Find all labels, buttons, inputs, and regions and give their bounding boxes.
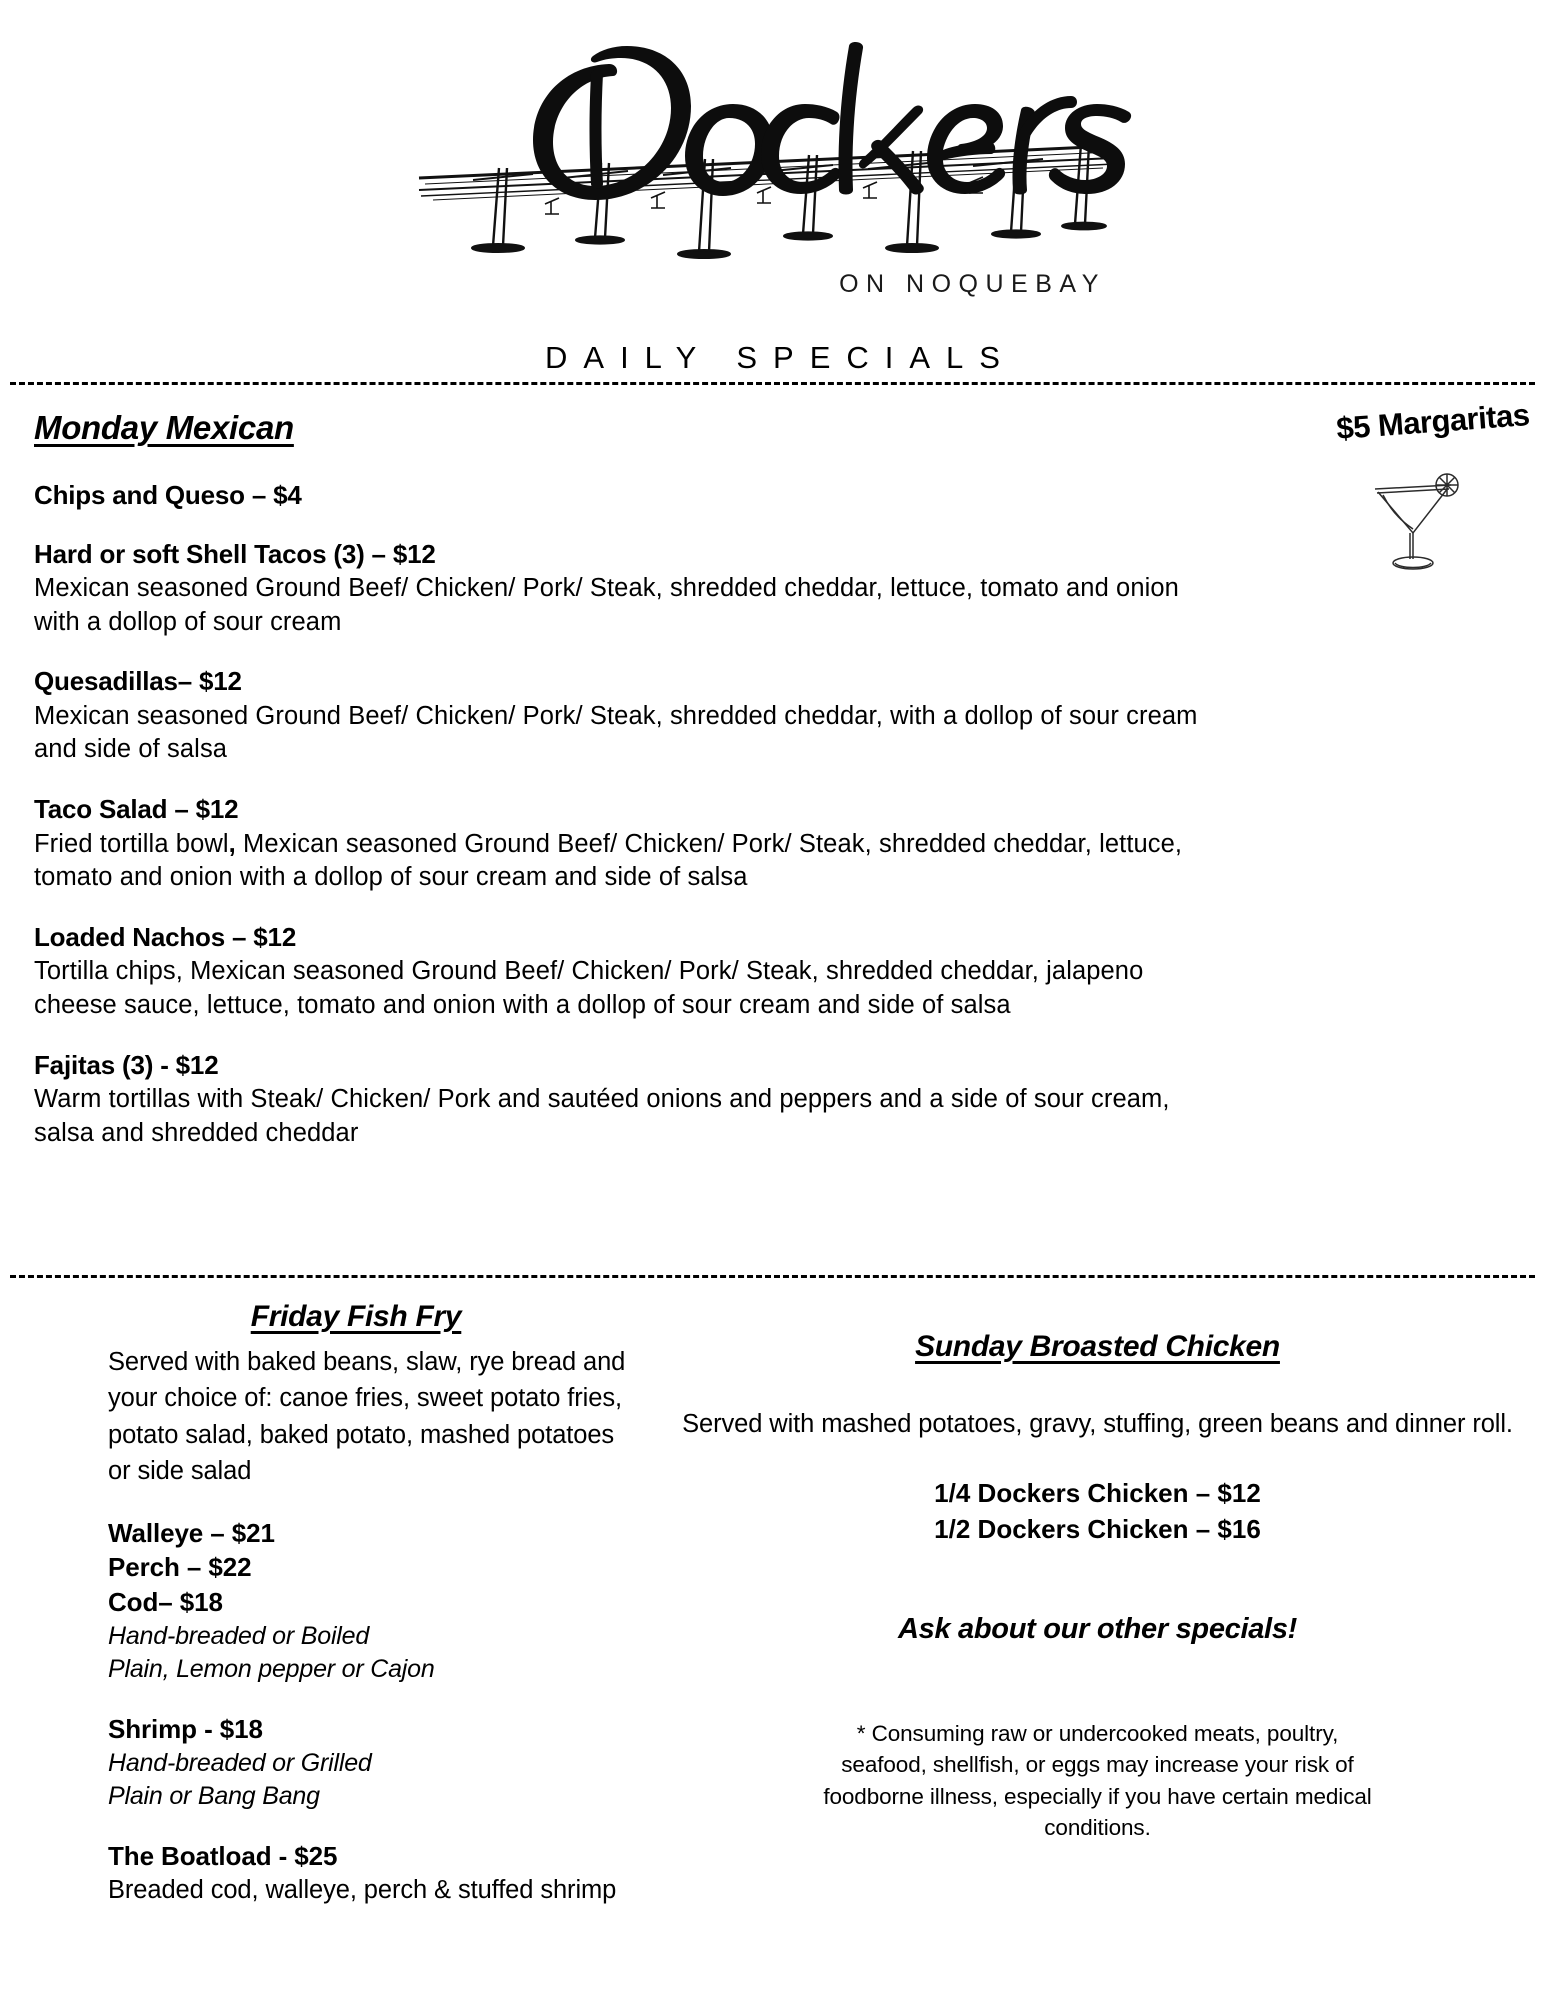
friday-section bbox=[30, 1300, 640, 1908]
item-name: Hard or soft Shell Tacos (3) – $12 bbox=[34, 538, 436, 569]
ask-about-specials: Ask about our other specials! bbox=[898, 1612, 1297, 1645]
item-description: Mexican seasoned Ground Beef/ Chicken/ Pork/ Steak, shredded cheddar, with a dollop of sour cream and side of salsa bbox=[34, 701, 1198, 764]
shrimp-option-1: Hand-breaded or Grilled bbox=[108, 1748, 372, 1777]
menu-item bbox=[34, 665, 1511, 767]
desc-part: Fried tortilla bowl bbox=[34, 829, 229, 858]
cod-option-2: Plain, Lemon pepper or Cajon bbox=[108, 1654, 435, 1683]
friday-served-with: Served with baked beans, slaw, rye bread and your choice of: canoe fries, sweet potato fries, potato salad, baked potato, mashed potatoes or side salad bbox=[108, 1348, 626, 1486]
item-description: Warm tortillas with Steak/ Chicken/ Pork and sautéed onions and peppers and a side of sour cream, salsa and shredded cheddar bbox=[34, 1085, 1170, 1147]
sunday-served-with: Served with mashed potatoes, gravy, stuffing, green beans and dinner roll. bbox=[682, 1410, 1513, 1438]
item-name: Loaded Nachos – $12 bbox=[34, 921, 297, 952]
friday-price-list bbox=[108, 1516, 640, 1686]
item-name: Taco Salad – $12 bbox=[34, 794, 239, 825]
item-name: Fajitas (3) - $12 bbox=[34, 1049, 219, 1080]
item-name: Chips and Queso – $4 bbox=[34, 480, 302, 510]
menu-item bbox=[34, 793, 1511, 895]
shrimp-group bbox=[108, 1712, 640, 1813]
page-header bbox=[0, 0, 1545, 330]
sunday-price-list bbox=[680, 1476, 1515, 1546]
boatload-group bbox=[108, 1839, 640, 1907]
sunday-section bbox=[640, 1300, 1515, 1908]
price-cod: Cod– $18 bbox=[108, 1586, 223, 1617]
menu-item bbox=[34, 921, 1511, 1023]
dockers-wordmark bbox=[533, 42, 1131, 200]
price-perch: Perch – $22 bbox=[108, 1552, 252, 1583]
monday-section bbox=[0, 385, 1545, 1269]
price-half-chicken: 1/2 Dockers Chicken – $16 bbox=[934, 1513, 1261, 1544]
health-disclaimer: * Consuming raw or undercooked meats, poultry, seafood, shellfish, or eggs may increase your risk of foodborne illness, especially if you have certain medical conditions. bbox=[823, 1720, 1372, 1841]
friday-title-wrap bbox=[108, 1300, 640, 1344]
monday-title: Monday Mexican bbox=[34, 409, 294, 446]
desc-part: Mexican seasoned Ground Beef/ Chicken/ Pork/ Steak, shredded cheddar, lettuce, tomato and onion with a dollop of sour cream and side of salsa bbox=[34, 829, 1183, 892]
price-walleye: Walleye – $21 bbox=[108, 1517, 275, 1548]
desc-emphasis: , bbox=[228, 829, 236, 858]
margarita-promo bbox=[1233, 397, 1533, 597]
price-shrimp: Shrimp - $18 bbox=[108, 1714, 263, 1745]
brand-subtitle: ON NOQUEBAY bbox=[839, 270, 1106, 298]
cod-option-1: Hand-breaded or Boiled bbox=[108, 1621, 370, 1650]
friday-title: Friday Fish Fry bbox=[250, 1300, 462, 1333]
item-description bbox=[34, 828, 1214, 895]
item-name: Quesadillas– $12 bbox=[34, 666, 242, 697]
margarita-glass-icon bbox=[1361, 459, 1465, 575]
price-quarter-chicken: 1/4 Dockers Chicken – $12 bbox=[934, 1478, 1261, 1509]
item-description: Tortilla chips, Mexican seasoned Ground Beef/ Chicken/ Pork/ Steak, shredded cheddar, jalapeno cheese sauce, lettuce, tomato and onion with a dollop of sour cream and side of salsa bbox=[34, 957, 1144, 1020]
shrimp-option-2: Plain or Bang Bang bbox=[108, 1781, 320, 1810]
dockers-logo-svg bbox=[413, 8, 1133, 308]
menu-item bbox=[34, 1049, 1511, 1151]
price-boatload: The Boatload - $25 bbox=[108, 1841, 338, 1872]
margarita-headline: $5 Margaritas bbox=[1334, 397, 1531, 447]
page-title: DAILY SPECIALS bbox=[545, 340, 1016, 375]
sunday-title: Sunday Broasted Chicken bbox=[915, 1330, 1280, 1363]
boatload-description: Breaded cod, walleye, perch & stuffed shrimp bbox=[108, 1875, 617, 1904]
item-description: Mexican seasoned Ground Beef/ Chicken/ Pork/ Steak, shredded cheddar, lettuce, tomato and onion with a dollop of sour cream bbox=[34, 574, 1179, 636]
bottom-columns bbox=[0, 1278, 1545, 1908]
brand-logo bbox=[413, 8, 1133, 308]
